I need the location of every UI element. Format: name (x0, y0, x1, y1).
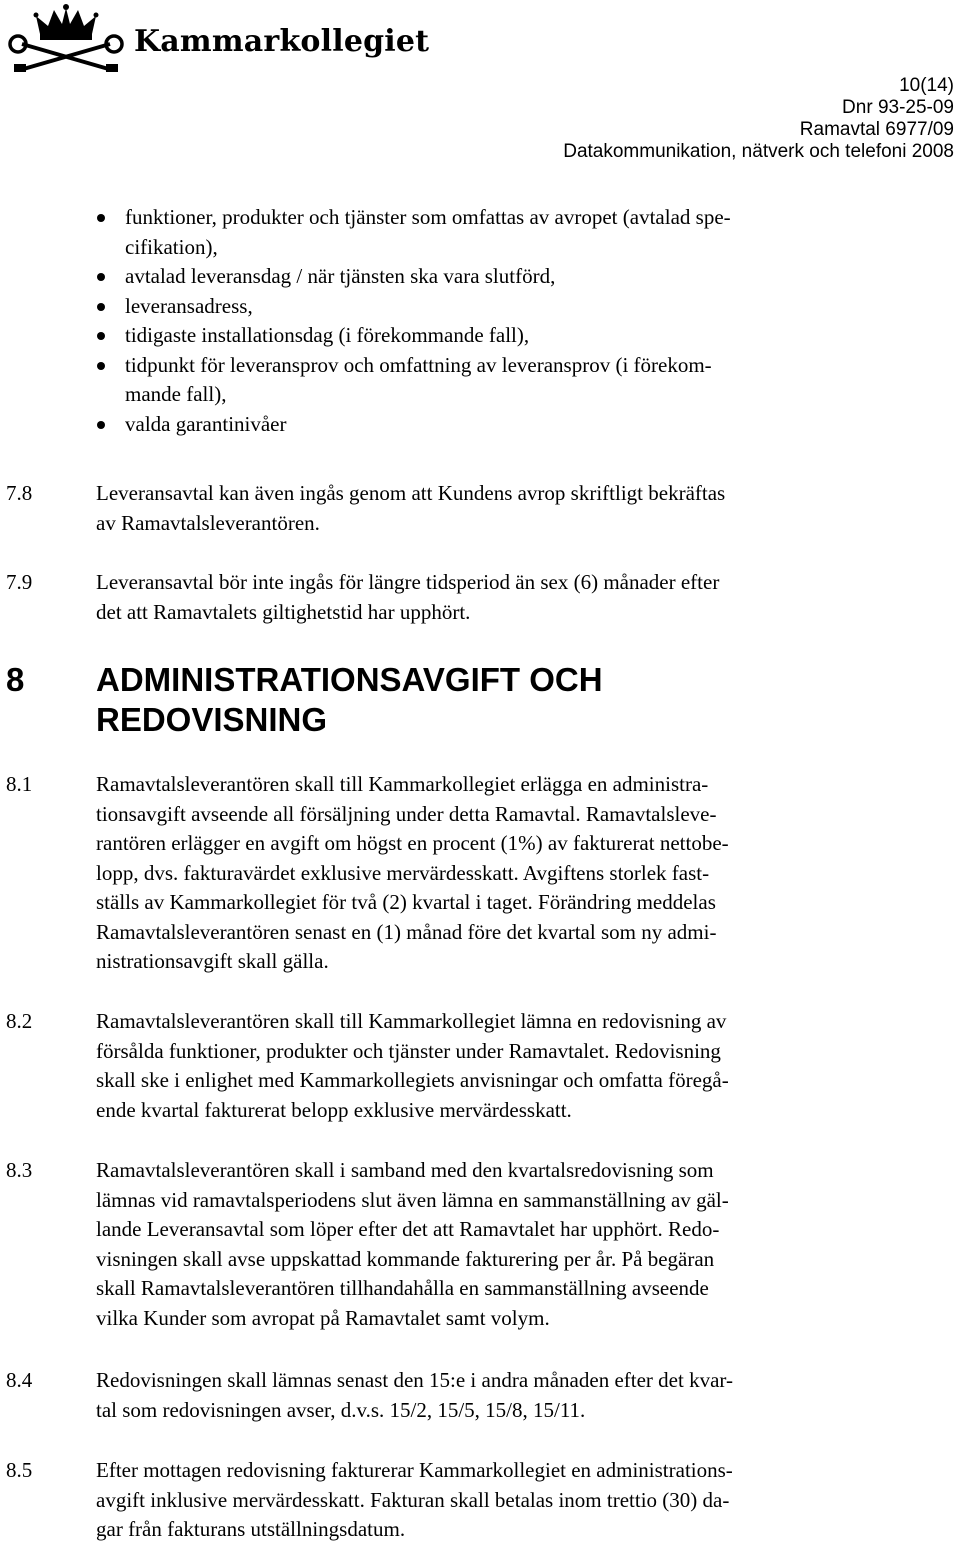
section-8-1 (0, 770, 885, 977)
list-item-text: valda garantinivåer (125, 411, 287, 436)
section-8-5 (0, 1456, 885, 1545)
list-item (96, 410, 886, 440)
section-7-9 (0, 568, 885, 627)
section-number: 8.2 (6, 1009, 33, 1033)
bullet-icon (97, 214, 105, 222)
section-number: 7.8 (6, 481, 33, 505)
list-item (96, 262, 886, 292)
section-text: Ramavtalsleverantören skall till Kammarkollegiet erlägga en administra- tionsavgift avseende all försäljning under detta Ramavtal. Ramavtalsleve- rantören erlägger en avgift om högst en procent (1%) av fakturerat nettobe- lopp, dvs. fakturavärdet exklusive mervärdesskatt. Avgiftens storlek fast- ställs av Kammarkollegiet för två (2) kvartal i taget. Förändring meddelas Ramavtalsleverantören senast en (1) månad före det kvartal som ny admi- nistrationsavgift skall gälla. (96, 772, 729, 973)
list-item (96, 292, 886, 322)
list-item (96, 351, 886, 410)
section-8-2 (0, 1007, 885, 1125)
heading-number: 8 (6, 661, 25, 698)
section-text: Ramavtalsleverantören skall i samband med den kvartalsredovisning som lämnas vid ramavtalsperiodens slut även lämna en sammanställning av gäl- lande Leveransavtal som löper efter det att Ramavtalet har upphört. Redo- visningen skall avse uppskattad kommande fakturering per år. På begäran skall Ramavtalsleverantören tillhandahålla en sammanställning avseende vilka Kunder som avropat på Ramavtalet samt volym. (96, 1158, 729, 1330)
list-item-text: leveransadress, (125, 293, 253, 318)
agreement-title: Datakommunikation, nätverk och telefoni 2008 (563, 141, 954, 162)
section-number: 8.5 (6, 1458, 33, 1482)
agreement-number: Ramavtal 6977/09 (799, 119, 954, 140)
bullet-icon (97, 421, 105, 429)
list-item-text: tidigaste installationsdag (i förekommande fall), (125, 323, 530, 347)
section-heading (0, 660, 900, 740)
section-8-4 (0, 1366, 885, 1425)
bullet-icon (97, 332, 105, 340)
section-text: Leveransavtal kan även ingås genom att Kundens avrop skriftligt bekräftas av Ramavtalsleverantören. (96, 481, 726, 535)
org-name: Kammarkollegiet (134, 24, 430, 59)
bullet-icon (97, 303, 105, 311)
page-number: 10(14) (899, 75, 954, 96)
section-7-8 (0, 479, 885, 538)
avrop-contents-list (96, 203, 886, 439)
list-item (96, 203, 886, 262)
section-text: Redovisningen skall lämnas senast den 15:e i andra månaden efter det kvar- tal som redovisningen avser, d.v.s. 15/2, 15/5, 15/8, 15/11. (96, 1368, 733, 1422)
section-number: 8.4 (6, 1368, 33, 1392)
heading-title: ADMINISTRATIONSAVGIFT OCH REDOVISNING (96, 661, 603, 738)
section-number: 8.1 (6, 772, 33, 796)
list-item-text: funktioner, produkter och tjänster som omfattas av avropet (avtalad spe- cifikation), (125, 205, 731, 259)
list-item (96, 321, 886, 351)
section-text: Efter mottagen redovisning fakturerar Kammarkollegiet en administrations- avgift inklusive mervärdesskatt. Fakturan skall betalas inom trettio (30) da- gar från fakturans utställningsdatum. (96, 1458, 733, 1541)
list-item-text: avtalad leveransdag / när tjänsten ska vara slutförd, (125, 264, 556, 288)
document-number: Dnr 93-25-09 (842, 97, 954, 118)
section-number: 8.3 (6, 1158, 33, 1182)
list-item-text: tidpunkt för leveransprov och omfattning av leveransprov (i förekom- mande fall), (125, 352, 712, 406)
bullet-icon (97, 273, 105, 281)
section-8-3 (0, 1156, 885, 1333)
bullet-icon (97, 362, 105, 370)
kammarkollegiet-logo (6, 4, 430, 74)
section-text: Leveransavtal bör inte ingås för längre tidsperiod än sex (6) månader efter det att Ramavtalets giltighetstid har upphört. (96, 570, 720, 624)
section-number: 7.9 (6, 570, 33, 594)
crown-crossed-keys-icon (6, 4, 126, 74)
section-text: Ramavtalsleverantören skall till Kammarkollegiet lämna en redovisning av försålda funktioner, produkter och tjänster under Ramavtalet. Redovisning skall ske i enlighet med Kammarkollegiets anvisningar och omfatta föregå- ende kvartal fakturerat belopp exklusive mervärdesskatt. (96, 1009, 729, 1122)
